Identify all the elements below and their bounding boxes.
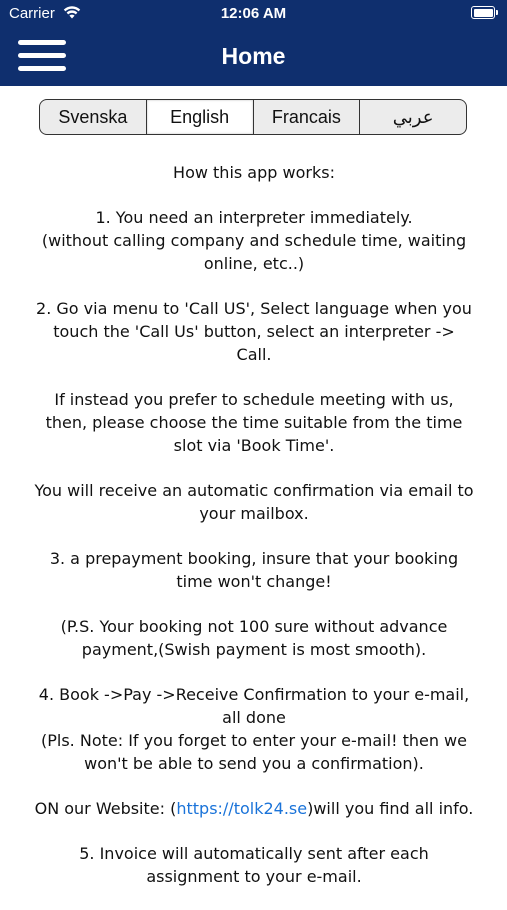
step-5: 5. Invoice will automatically sent after each assignment to your e-mail. (79, 844, 429, 886)
instructions-text (34, 161, 474, 910)
navigation-bar (0, 0, 507, 86)
ps-note: (P.S. Your booking not 100 sure without advance payment,(Swish payment is most smooth). (60, 617, 448, 659)
step-4: 4. Book ->Pay ->Receive Confirmation to your e-mail, all done (Pls. Note: If you forget to enter your e-mail! then we won't be able to send you a confirmation). (38, 685, 470, 773)
heading: How this app works: (173, 163, 335, 182)
website-link[interactable]: https://tolk24.se (176, 799, 308, 818)
language-option-english[interactable]: English (147, 100, 254, 134)
website-info (34, 797, 474, 820)
website-prefix: ON our Website: ( (34, 799, 177, 818)
language-option-arabic[interactable]: عربي (392, 107, 434, 127)
confirmation-info: You will receive an automatic confirmation via email to your mailbox. (34, 481, 474, 523)
schedule-info: If instead you prefer to schedule meeting with us, then, please choose the time suitable from the time slot via 'Book Time'. (45, 390, 463, 455)
battery-icon (471, 6, 495, 19)
language-option-francais[interactable]: Francais (254, 100, 361, 134)
step-1: 1. You need an interpreter immediately. (without calling company and schedule time, waiting online, etc..) (41, 208, 467, 273)
language-option-svenska[interactable]: Svenska (40, 100, 147, 134)
page-title: Home (221, 43, 286, 69)
step-2: 2. Go via menu to 'Call US', Select language when you touch the 'Call Us' button, select an interpreter -> Call. (36, 299, 472, 364)
language-selector (39, 99, 467, 135)
clock: 12:06 AM (220, 5, 287, 22)
carrier-label: Carrier (9, 5, 55, 22)
step-3: 3. a prepayment booking, insure that your booking time won't change! (49, 549, 459, 591)
website-suffix: )will you find all info. (307, 799, 474, 818)
status-bar (0, 0, 507, 28)
